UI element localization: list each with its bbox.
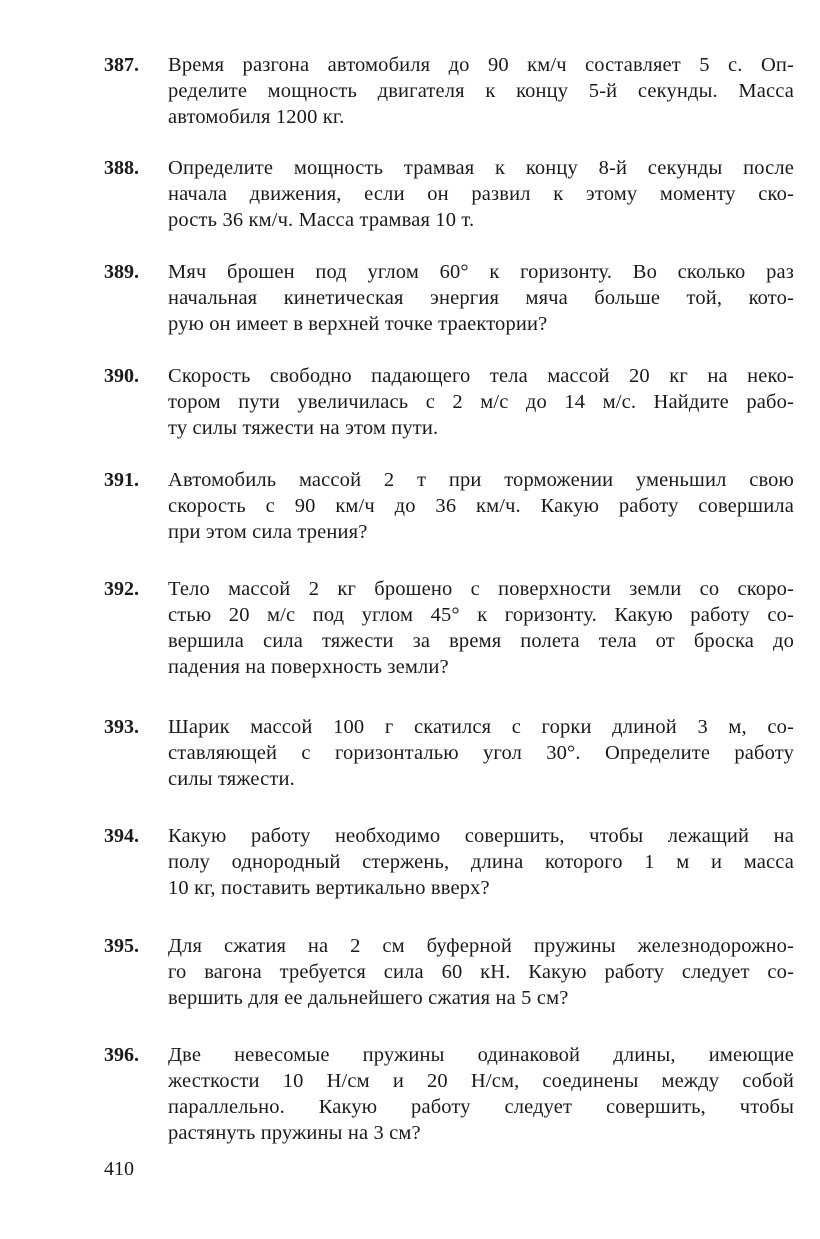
text-line: ределите мощность двигателя к концу 5-й секунды. Масса [168,80,794,102]
problem-text [168,823,794,901]
text-line: тором пути увеличилась с 2 м/с до 14 м/с. Найдите рабо- [168,391,794,413]
problem-number: 395. [104,935,139,957]
problem-text [168,467,794,545]
text-line: растянуть пружины на 3 см? [168,1122,421,1144]
problem-number: 388. [104,157,139,179]
problem-number: 394. [104,825,139,847]
text-line: Автомобиль массой 2 т при торможении уменьшил свою [168,469,794,491]
text-line: 10 кг, поставить вертикально вверх? [168,877,490,899]
text-line: ту силы тяжести на этом пути. [168,417,439,439]
text-line: вершить для ее дальнейшего сжатия на 5 см? [168,987,569,1009]
problem-text [168,1042,794,1146]
problem-number: 391. [104,469,139,491]
text-line: параллельно. Какую работу следует совершить, чтобы [168,1096,794,1118]
problem-text [168,52,794,130]
text-line: Время разгона автомобиля до 90 км/ч составляет 5 с. Оп- [168,54,794,76]
text-line: начала движения, если он развил к этому моменту ско- [168,183,794,205]
text-line: жесткости 10 Н/см и 20 Н/см, соединены между собой [168,1070,794,1092]
text-line: стью 20 м/с под углом 45° к горизонту. Какую работу со- [168,604,794,626]
text-line: вершила сила тяжести за время полета тела от броска до [168,630,794,652]
problem-text [168,259,794,337]
problem-text [168,155,794,233]
problem-number: 390. [104,365,139,387]
page-number: 410 [104,1158,134,1180]
problem-text [168,576,794,680]
text-line: Скорость свободно падающего тела массой 20 кг на неко- [168,365,794,387]
text-line: начальная кинетическая энергия мяча больше той, кото- [168,287,794,309]
text-line: силы тяжести. [168,768,295,790]
text-line: скорость с 90 км/ч до 36 км/ч. Какую работу совершила [168,495,794,517]
text-line: рую он имеет в верхней точке траектории? [168,313,548,335]
problem-text [168,363,794,441]
text-line: Какую работу необходимо совершить, чтобы лежащий на [168,825,794,847]
problem-number: 393. [104,716,139,738]
problem-number: 392. [104,578,139,600]
text-line: го вагона требуется сила 60 кН. Какую работу следует со- [168,961,794,983]
text-line: Шарик массой 100 г скатился с горки длиной 3 м, со- [168,716,794,738]
text-line: рость 36 км/ч. Масса трамвая 10 т. [168,209,475,231]
text-line: Две невесомые пружины одинаковой длины, имеющие [168,1044,794,1066]
text-line: Мяч брошен под углом 60° к горизонту. Во сколько раз [168,261,794,283]
problem-number: 387. [104,54,139,76]
problem-number: 396. [104,1044,139,1066]
text-line: ставляющей с горизонталью угол 30°. Определите работу [168,742,794,764]
problem-number: 389. [104,261,139,283]
text-line: Для сжатия на 2 см буферной пружины железнодорожно- [168,935,794,957]
text-line: падения на поверхность земли? [168,656,449,678]
text-line: Тело массой 2 кг брошено с поверхности земли со скоро- [168,578,794,600]
text-line: полу однородный стержень, длина которого 1 м и масса [168,851,794,873]
problem-text [168,933,794,1011]
text-line: при этом сила трения? [168,521,368,543]
problem-text [168,714,794,792]
text-line: Определите мощность трамвая к концу 8-й секунды после [168,157,794,179]
text-line: автомобиля 1200 кг. [168,106,345,128]
